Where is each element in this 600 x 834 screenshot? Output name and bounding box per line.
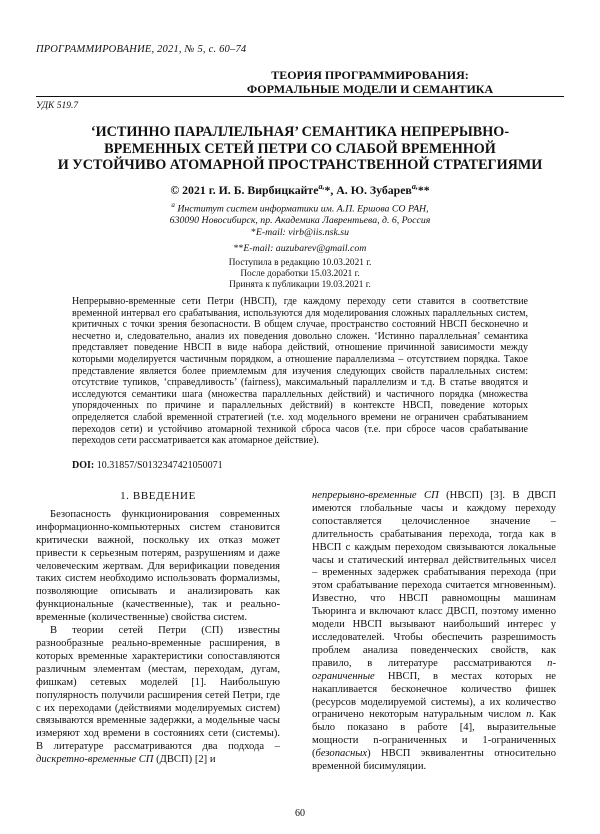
emphasis-text: n [526,709,532,721]
affiliation-line: Институт систем информатики им. А.П. Ершова СО РАН, [174,203,429,215]
author-text: © 2021 г. И. Б. Вирбицкайте [170,182,319,197]
date-accepted: Принята к публикации 19.03.2021 г. [229,280,371,290]
paragraph-text: . Как было показано в работе [4], выразительные мощности n-ограниченных и 1-ограниченных ( [312,709,556,760]
author-superscript: a, [411,182,418,191]
page-number: 60 [295,808,305,819]
email-mark: * [250,227,256,238]
paragraph-text: В теории сетей Петри (СП) известны разнообразные реально-временные расширения, в которых временные характеристики сопоставляются различным элементам (местам, переходам, дугам, фишкам) сетевых моделей [1]. Наибольшую популярность получили расширения сетей Петри, где с их переходами (действиями моделируемых систем) связываются временные задержки, а модельные часы измеряют ход времени в состояниях сети (системы). В литературе рассматриваются два подхода – [36,625,280,753]
paper-title [36,124,564,174]
paragraph [36,625,280,767]
paragraph-text: НВСП, в местах которых не накапливается бесконечное количество фишек (ресурсов моделируемой системы), а их количество ограничено некоторым натуральным числом [312,670,556,721]
paragraph [312,490,556,774]
emphasis-text: n-ограниченные [312,657,556,682]
affiliation [36,199,564,227]
doi-label: DOI: [72,460,95,471]
email-text: E-mail: auzubarev@gmail.com [243,243,367,254]
emphasis-text: дискретно-временные СП [36,754,154,766]
title-line: ‘ИСТИННО ПАРАЛЛЕЛЬНАЯ’ СЕМАНТИКА НЕПРЕРЫВНО- [90,124,510,140]
date-revised: После доработки 15.03.2021 г. [240,269,360,279]
journal-reference: ПРОГРАММИРОВАНИЕ, 2021, № 5, с. 60–74 [36,44,247,55]
email-text: E-mail: virb@iis.nsk.su [255,227,349,238]
left-column [36,490,280,767]
author-line [36,182,564,198]
paragraph-text: (НВСП) [3]. В ДВСП имеются глобальные часы и каждому переходу сопоставляется целочисленное значение – длительность срабатывания перехода, тогда как в НВСП с каждым переходом связываются локальные часы и статический интервал действительных чисел – временных задержек срабатывания перехода (при этом срабатывание перехода считается мгновенным). Известно, что НВСП равномощны машинам Тьюринга и включают класс ДВСП, поэтому именно модели НВСП вызывают наибольший интерес у исследователей. Чтобы обеспечить разрешимость проблем анализа поведенческих свойств, как правило, в литературе рассматриваются [312,490,556,669]
doi-value: 10.31857/S0132347421050071 [94,460,223,471]
section-heading [150,68,590,96]
author-text: , А. Ю. Зубарев [330,182,412,197]
title-line: ВРЕМЕННЫХ СЕТЕЙ ПЕТРИ СО СЛАБОЙ ВРЕМЕННОЙ [104,140,496,157]
email-mark: ** [233,243,244,254]
title-line: И УСТОЙЧИВО АТОМАРНОЙ ПРОСТРАНСТВЕННОЙ СТРАТЕГИЯМИ [57,157,543,173]
paragraph-text: ) НВСП эквивалентны относительно временной бисимуляции. [312,748,556,773]
affiliation-line: 630090 Новосибирск, пр. Академика Лаврентьева, д. 6, Россия [169,215,431,227]
udk-code: УДК 519.7 [36,101,79,111]
emphasis-text: непрерывно-временные СП [312,490,439,501]
right-column [312,490,556,774]
email-line [36,243,564,254]
date-received: Поступила в редакцию 10.03.2021 г. [228,258,372,268]
doi-line [72,460,223,471]
abstract [72,296,528,447]
emphasis-text: безопасных [315,748,368,760]
affiliation-superscript: a [171,201,175,209]
publication-dates [36,258,564,291]
author-superscript: a, [318,182,325,191]
paragraph: Безопасность функционирования современных информационно-компьютерных систем становится критически важной, поскольку их отказ может привести к серьезным потерям, разрушениям и даже человеческим жертвам. Для верификации поведения таких систем необходимо использовать формализмы, позволяющие описывать и анализировать как функциональные (качественные), так и реально-временные (количественные) свойства систем. [36,508,280,624]
section-heading-line: ТЕОРИЯ ПРОГРАММИРОВАНИЯ: [271,68,469,82]
header-divider [36,96,564,97]
author-mark: ** [417,182,430,197]
paragraph-text: (ДВСП) [2] и [153,754,216,766]
introduction-heading: 1. ВВЕДЕНИЕ [120,490,196,502]
section-heading-line: ФОРМАЛЬНЫЕ МОДЕЛИ И СЕМАНТИКА [246,82,494,96]
abstract-text: Непрерывно-временные сети Петри (НВСП), где каждому переходу сети ставится в соответствие временной интервал его срабатывания, используются для моделирования сложных параллельных систем, критичных с точки зрения безопасности. В общем случае, пространство состояний НВСП бесконечно и несчетно и, следовательно, анализ их поведения довольно сложен. ‘Истинно параллельная’ семантика представляет поведение НВСП в виде набора действий, отношение причинной зависимости между которыми моделируется частичным порядком, а отношение параллелизма – отсутствием порядка. Такое представление является более приемлемым для изучения следующих свойств параллельных систем: отсутствие тупиков, ‘справедливость’ (fairness), максимальный параллелизм и т.д. В статье вводятся и исследуются семантики шага (множества параллельных действий) и частичного порядка (множества упорядоченных по причине и параллельных действий) в контексте НВСП, поведение которых определяется слабой временной стратегией (т.е. ход модельного времени не ограничен срабатыванием переходов сети) и устойчиво атомарной техникой сброса часов (т.е. при сбросе часов срабатывание переходов сети рассматривается как атомарное действие). [72,296,528,447]
email-line [36,227,564,238]
author-mark: * [324,182,331,197]
